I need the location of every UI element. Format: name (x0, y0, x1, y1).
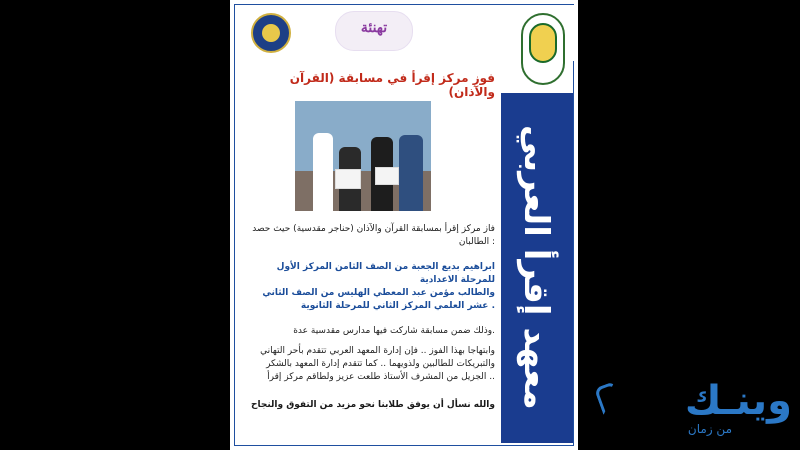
certificate (375, 167, 399, 185)
watermark-subtitle: من زمان (687, 422, 732, 436)
watermark-question-icon (594, 381, 624, 415)
watermark-brand: وينـك (684, 378, 792, 424)
paragraph-5: وابتهاجا بهذا الفوز .. فإن إدارة المعهد العربي تتقدم بأحر التهاني والتبريكات للطالبين ولذويهما .. كما تتقدم إدارة المعهد بالشكر الجزيل من المشرف الأستاذ طلعت عزيز ولطاقم مركز إقرأ .. (260, 346, 495, 382)
paragraph-4: وذلك ضمن مسابقة شاركت فيها مدارس مقدسية عدة. (293, 326, 495, 336)
flyer-title: فوز مركز إقرأ في مسابقة (القرآن والآذان) (289, 71, 495, 99)
side-band-text: معهد إقرأ العربي (516, 124, 556, 410)
paragraph-3: والطالب مؤمن عبد المعطي الهليس من الصف الثاني عشر العلمي المركز الثاني للمرحلة الثانوية . (262, 288, 495, 311)
congratulations-banner (335, 11, 413, 51)
institute-logo-left (251, 13, 291, 53)
institute-logo-right (521, 13, 565, 85)
award-photo (295, 101, 431, 211)
person (399, 135, 423, 211)
person (313, 133, 333, 211)
banner-text: تهنئة (360, 20, 388, 36)
paragraph-6: والله نسأل أن يوفق طلابنا نحو مزيد من التفوق والنجاح (251, 400, 495, 410)
flyer (230, 0, 578, 450)
paragraph-1: فاز مركز إقرأ بمسابقة القرآن والآذان (حناجر مقدسية) حيث حصد الطالبان : (252, 224, 495, 247)
paragraph-2: ابراهيم بديع الجعبة من الصف الثامن المركز الأول للمرحلة الاعدادية (276, 262, 495, 285)
flyer-frame (234, 4, 574, 446)
watermark (602, 378, 792, 442)
certificate (335, 169, 361, 189)
flyer-header (235, 5, 575, 61)
